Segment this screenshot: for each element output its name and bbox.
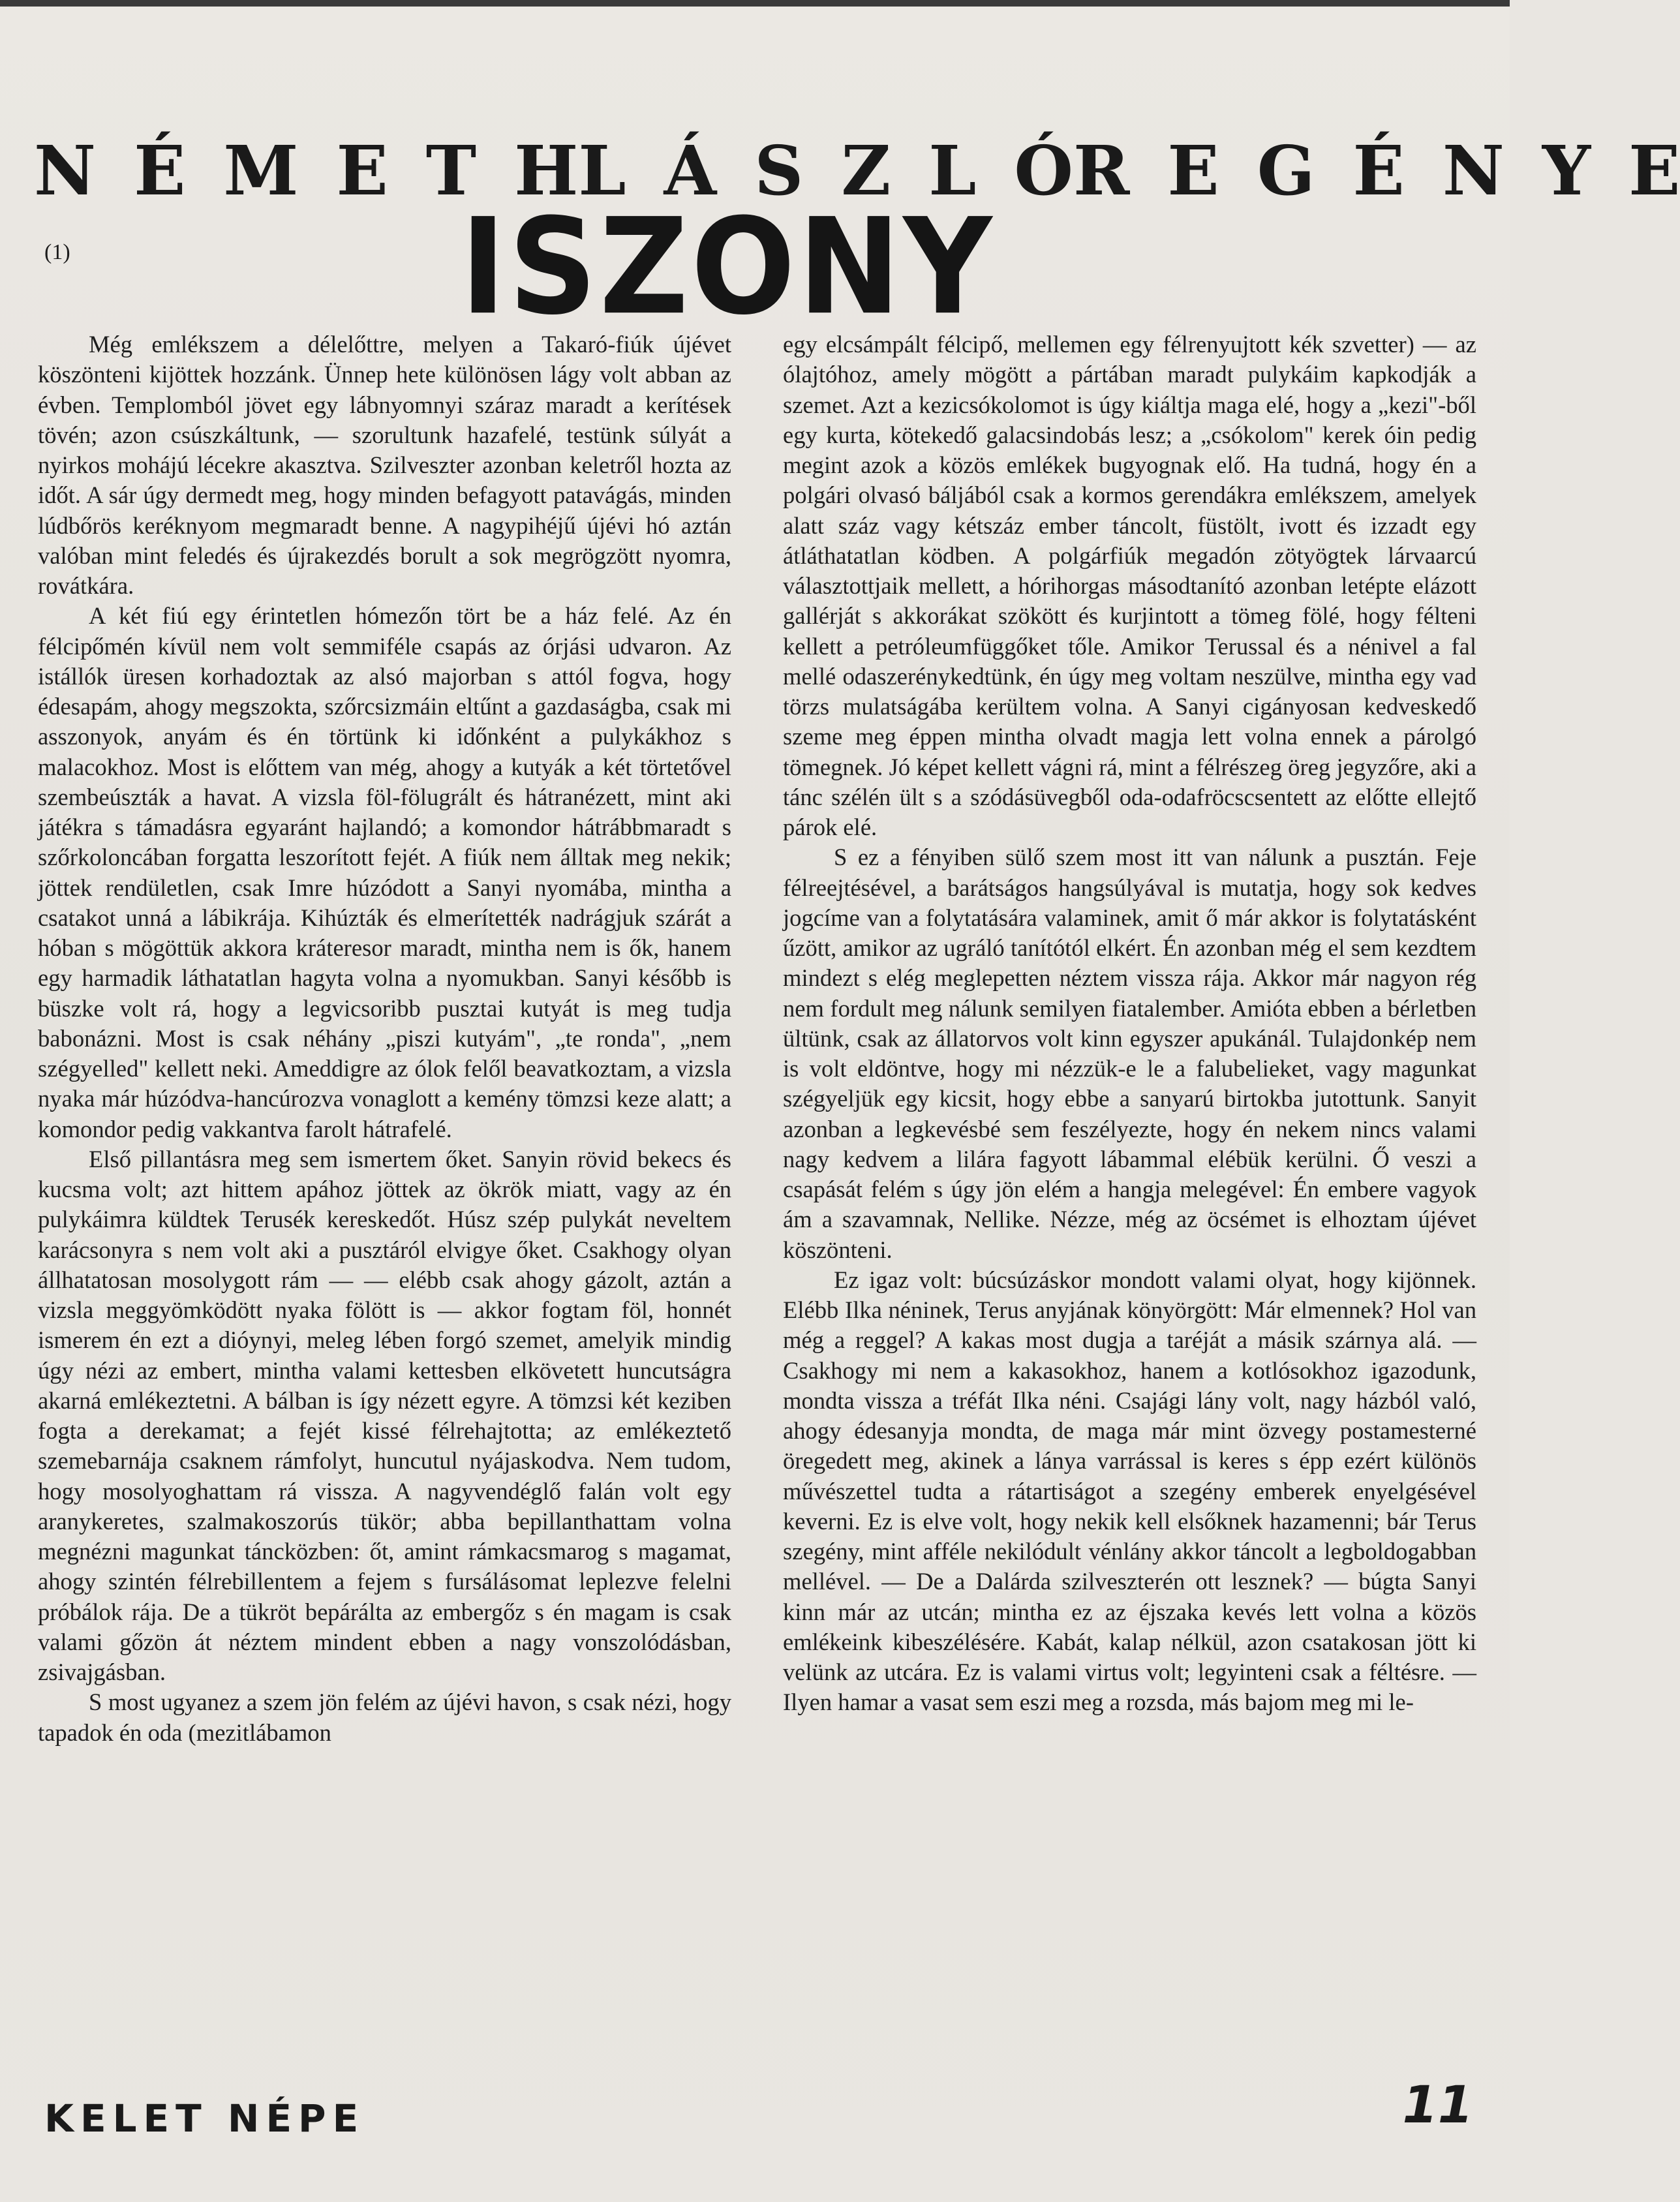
author-letter: E bbox=[336, 130, 388, 211]
author-letter: É bbox=[134, 130, 186, 211]
magazine-name: KELET NÉPE bbox=[44, 2096, 365, 2141]
right-column bbox=[783, 329, 1476, 2072]
author-letter: N bbox=[1442, 130, 1504, 211]
author-letter: Y bbox=[1542, 130, 1591, 211]
author-letter: Ó bbox=[1014, 130, 1073, 211]
author-word-3 bbox=[1073, 130, 1680, 211]
paragraph: S most ugyanez a szem jön felém az újévi havon, s csak nézi, hogy tapadok én oda (mezitlábamon bbox=[38, 1689, 731, 1746]
paragraph: Ez igaz volt: búcsúzáskor mondott valami olyat, hogy kijönnek. Elébb Ilka néninek, Terus anyjának könyörgött: Már elmennek? Hol van még a reggel? A kakas most dugja a taréját a másik szárnya alá. — Csakhogy mi nem a kakasokhoz, hanem a kotlósokhoz igazodunk, mondta vissza a tréfát Ilka néni. Csajági lány volt, nagy házból való, ahogy édesanyja mondta, de maga már mint özvegy postamesterné öregedett meg, akinek a lánya varrással is keres s épp ezért különös művészettel tudta a rátartiságot a szegény emberek enyelgésével keverni. Ez is elve volt, hogy nekik kell elsőknek hazamenni; bár Terus szegény, mint afféle nekilódult vénlány akkor táncolt a legboldogabban mellével. — De a Dalárda szilveszterén ott lesznek? — búgta Sanyi kinn már az utcán; mintha ez az éjszaka kevés lett volna a közös emlékeink kibeszélésére. Kabát, kalap nélkül, azon csatakosan jött ki velünk az utcára. Ez is valami virtus volt; legyinteni csak a féltésre. — Ilyen hamar a vasat sem eszi meg a rozsda, más bajom meg mi le- bbox=[783, 1266, 1476, 1716]
author-letter: N bbox=[34, 130, 97, 211]
author-letter: L bbox=[578, 130, 626, 211]
author-letter: E bbox=[1628, 130, 1680, 211]
author-letter: T bbox=[425, 130, 477, 211]
author-letter: G bbox=[1257, 130, 1315, 211]
novel-title: ISZONY bbox=[460, 190, 995, 344]
paragraph: A két fiú egy érintetlen hómezőn tört be a ház felé. Az én félcipőmén kívül nem volt semmiféle csapás az órjási udvaron. Az istállók üresen korhadoztak az alsó majorban s attól fogva, hogy édesapám, ahogy megszokta, szőrcsizmáin eltűnt a gazdaságba, csak mi asszonyok, anyám és én törtünk ki időnként a pulykákhoz s malacokhoz. Most is előttem van még, ahogy a kutyák a két törtetővel szembeúszták a havat. A vizsla föl-fölugrált és hátranézett, mint aki játékra s támadásra egyaránt hajlandó; a komondor hátrábbmaradt s szőrkoloncában forgatta leszorított fejét. A fiúk nem álltak meg nekik; jöttek rendületlen, csak Imre húzódott a Sanyi nyomába, mintha a csatakot unná a lábikrája. Kihúzták és elmerítették nadrágjuk szárát a hóban s mögöttük akkora kráteresor maradt, mintha nem is ők, hanem egy harmadik láthatatlan hagyta volna a nyomukban. Sanyi később is büszke volt rá, hogy a legvicsoribb pusztai kutyát is meg tudja babonázni. Most is csak néhány „piszi kutyám", „te ronda", „nem szégyelled" kellett neki. Ameddigre az ólok felől beavatkoztam, a vizsla nyaka már húzódva-hancúrozva vonaglott a kemény tömzsi keze alatt; a komondor pedig vakkantva farolt hátrafelé. bbox=[38, 602, 731, 1142]
author-letter: É bbox=[1352, 130, 1405, 211]
article-body bbox=[38, 329, 1476, 2072]
paragraph: egy elcsámpált félcipő, mellemen egy félrenyujtott kék szvetter) — az ólajtóhoz, amely mögött a pártában maradt pulykáim kapkodják a szemet. Azt a kezicsókolomot is úgy kiáltja maga elé, hogy a „kezi"-ből egy kurta, kötekedő galacsindobás lesz; a „csókolom" kerek óin pedig megint azok a közös emlékek bugyognak elő. Ha tudná, hogy én a polgári olvasó báljából csak a kormos gerendákra emlékszem, amelyek alatt száz vagy kétszáz ember táncolt, füstölt, ivott és izzadt egy átláthatatlan ködben. A polgárfiúk megadón zötyögtek lárvaarcú választottjaik mellett, a hórihorgas másodtanító azonban letépte elázott gallérját s akkorákat szökött és kurjintott a tömeg fölé, hogy félteni kellett a petróleumfüggőket tőle. Amikor Terussal és a nénivel a fal mellé odaszerénykedtünk, én úgy meg voltam neszülve, mintha egy vad törzs mulatságába kerültem volna. A Sanyi cigányosan kedveskedő szeme meg éppen mintha olvadt magja lett volna ennek a párolgó tömegnek. Jó képet kellett vágni rá, mint a félrészeg öreg jegyzőre, aki a tánc szélén ült s a szódásüvegből oda-odafröcscsentett az előtte ellejtő párok elé. bbox=[783, 331, 1476, 840]
author-letter: E bbox=[1167, 130, 1219, 211]
part-number: (1) bbox=[44, 240, 70, 264]
author-letter: Á bbox=[664, 130, 717, 211]
paragraph: S ez a fényiben sülő szem most itt van nálunk a pusztán. Feje félreejtésével, a barátságos hangsúlyával is mutatja, hogy sok kedves jogcíme van a folytatására valaminek, amit ő már akkor is folytatásként űzött, amikor az ugráló tanítótól elkért. Én azonban még el sem kezdtem mindezt s elég meglepetten néztem vissza rája. Akkor már nagyon rég nem fordult meg nálunk semilyen fiatalember. Amióta ebben a bérletben ültünk, csak az állatorvos volt kinn egyszer apukánál. Tulajdonkép nem is volt eldöntve, hogy mi nézzük-e le a falubelieket, vagy magunkat szégyeljük egy kicsit, hogy ebbe a sanyarú birtokba jutottunk. Sanyit azonban a legkevésbé sem feszélyezte, hogy én nekem nincs valami nagy kedvem a lilára fagyott lábammal elébük kerülni. Ő veszi a csapását felém s úgy jön elém a hangja melegével: Én embere vagyok ám a szavamnak, Nellike. Nézze, még az öcsémet is elhoztam újévet köszönteni. bbox=[783, 844, 1476, 1263]
author-letter: M bbox=[223, 130, 299, 211]
author-letter: Z bbox=[841, 130, 891, 211]
left-column bbox=[38, 329, 731, 2072]
author-letter: R bbox=[1073, 130, 1130, 211]
author-letter: H bbox=[514, 130, 579, 211]
author-letter: S bbox=[754, 130, 804, 211]
author-letter: L bbox=[928, 130, 977, 211]
top-rule bbox=[0, 0, 1510, 7]
paragraph: Még emlékszem a délelőttre, melyen a Takaró-fiúk újévet köszönteni kijöttek hozzánk. Ünnep hete különösen lágy volt abban az évben. Templomból jövet egy lábnyomnyi száraz maradt a kerítések tövén; azon csúszkáltunk, — szorultunk hazafelé, testünk súlyát a nyirkos mohájú lécekre akasztva. Szilveszter azonban keletről hozta az időt. A sár úgy dermedt meg, hogy minden befagyott patavágás, minden lúdbőrös keréknyom megmaradt benne. A nagypihéjű újévi hó aztán valóban mint feledés és újrakezdés borult a sok megrögzött nyomra, rovátkára. bbox=[38, 331, 731, 599]
page-number: 11 bbox=[1402, 2076, 1473, 2135]
paragraph: Első pillantásra meg sem ismertem őket. Sanyin rövid bekecs és kucsma volt; azt hittem apához jöttek az ökrök miatt, vagy az én pulykáimra küldtek Terusék kereskedőt. Húsz szép pulykát neveltem karácsonyra s nem volt aki a pusztáról elvigye őket. Csakhogy olyan állhatatosan mosolygott rám — — elébb csak ahogy gázolt, aztán a vizsla meggyömködött nyaka fölött is — akkor fogtam föl, honnét ismerem én ezt a dióynyi, meleg lében forgó szemet, amelyik mindig úgy nézi az embert, mintha valami kettesben elkövetett huncutságra akarná emlékeztetni. A bálban is így nézett egyre. A tömzsi két keziben fogta a derekamat; a fejét kissé félrehajtotta; az emlékeztető szemebarnája csaknem rámfolyt, huncutul nyájaskodva. Nem tudom, hogy mosolyoghattam rá vissza. A nagyvendéglő falán volt egy aranykeretes, szalmakoszorús tükör; abba bepillanthattam volna megnézni magunkat táncközben: őt, amint rámkacsmarog s magamat, ahogy szintén félrebillentem a fejem s fursálásomat leplezve felelni próbálok rája. De a tükröt bepárálta az embergőz s én magam is csak valami gőzön át néztem mindent ebben a nagy vonszolódásban, zsivajgásban. bbox=[38, 1145, 731, 1685]
